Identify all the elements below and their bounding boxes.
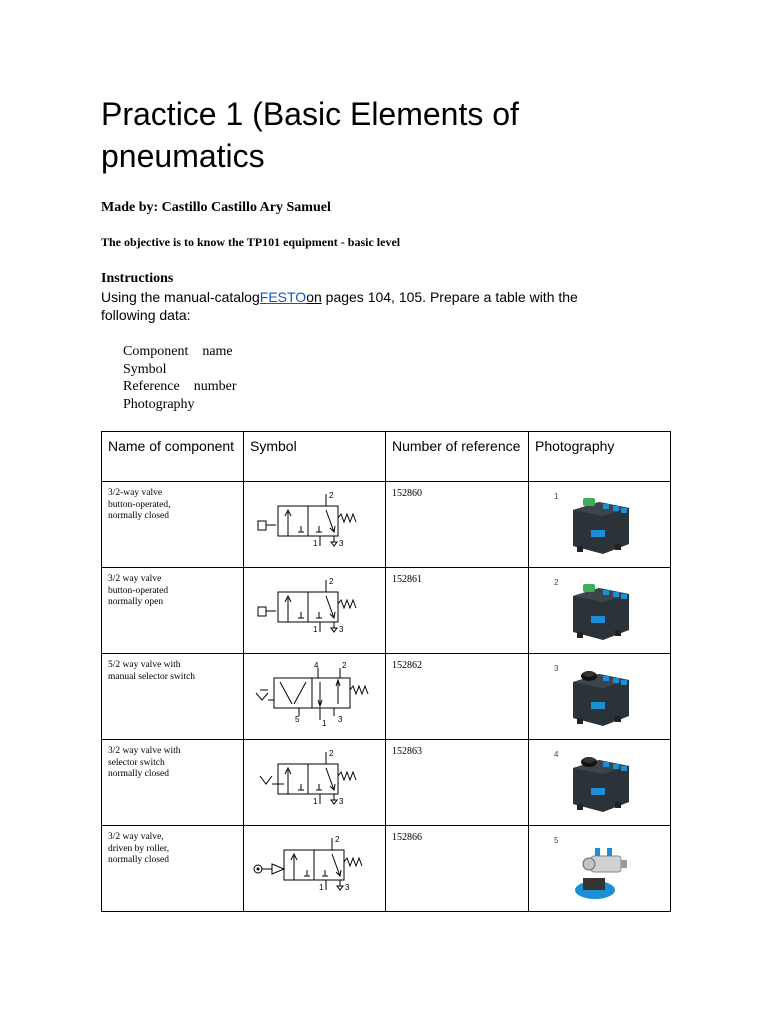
valve-symbol-icon (250, 660, 378, 728)
symbol-cell (244, 482, 386, 568)
svg-text:3: 3 (339, 797, 344, 806)
svg-text:3: 3 (345, 883, 350, 892)
svg-text:5: 5 (295, 715, 300, 724)
photo-number: 1 (554, 492, 559, 501)
header-name: Name of component (102, 432, 244, 482)
component-name: 3/2 way valve with selector switch normally closed (108, 746, 181, 779)
photo-cell (529, 654, 671, 740)
table-row (102, 740, 671, 826)
svg-text:3: 3 (339, 539, 344, 548)
valve-photo-icon (565, 838, 635, 904)
symbol-cell (244, 826, 386, 912)
component-name: 3/2 way valve button-operated normally open (108, 574, 169, 607)
svg-text:1: 1 (313, 797, 318, 806)
valve-symbol-icon (250, 488, 378, 556)
svg-text:4: 4 (314, 661, 319, 670)
svg-text:1: 1 (313, 539, 318, 548)
header-reference: Number of reference (386, 432, 529, 482)
photo-number: 3 (554, 664, 559, 673)
svg-text:3: 3 (338, 715, 343, 724)
name-cell (102, 654, 244, 740)
photo-cell (529, 482, 671, 568)
valve-photo-icon (565, 580, 635, 646)
festo-link-suffix[interactable]: on (306, 289, 322, 305)
reference-number: 152862 (392, 660, 422, 671)
reference-number: 152866 (392, 832, 422, 843)
photo-number: 2 (554, 578, 559, 587)
component-name: 3/2-way valve button-operated, normally closed (108, 488, 171, 521)
photo-cell (529, 740, 671, 826)
reference-number: 152863 (392, 746, 422, 757)
header-symbol: Symbol (244, 432, 386, 482)
reference-number: 152860 (392, 488, 422, 499)
table-row (102, 568, 671, 654)
symbol-cell (244, 568, 386, 654)
svg-text:2: 2 (335, 835, 340, 844)
photo-number: 4 (554, 750, 559, 759)
reference-cell (386, 654, 529, 740)
svg-text:2: 2 (329, 577, 334, 586)
name-cell (102, 826, 244, 912)
photo-number: 5 (554, 836, 559, 845)
list-item: Symbol (123, 361, 167, 377)
page-title: Practice 1 (Basic Elements of pneumatics (101, 96, 519, 174)
objective-line: The objective is to know the TP101 equipment - basic level (101, 235, 401, 249)
instructions-text (101, 288, 601, 324)
name-cell (102, 482, 244, 568)
photo-cell (529, 826, 671, 912)
svg-text:1: 1 (319, 883, 324, 892)
valve-photo-icon (565, 494, 635, 560)
valve-symbol-icon (250, 574, 378, 642)
name-cell (102, 740, 244, 826)
list-item: Reference number (123, 379, 237, 394)
symbol-cell (244, 654, 386, 740)
component-name: 5/2 way valve with manual selector switch (108, 660, 196, 682)
valve-photo-icon (565, 752, 635, 818)
svg-text:1: 1 (313, 625, 318, 634)
svg-text:2: 2 (329, 491, 334, 500)
reference-cell (386, 740, 529, 826)
valve-photo-icon (565, 666, 635, 732)
valve-symbol-icon (250, 746, 378, 814)
valve-symbol-icon (250, 832, 378, 900)
svg-text:2: 2 (329, 749, 334, 758)
symbol-cell (244, 740, 386, 826)
instructions-prefix: Using the manual-catalog (101, 289, 260, 305)
svg-text:1: 1 (322, 719, 327, 728)
instructions-heading: Instructions (101, 271, 174, 286)
data-items-list (123, 343, 237, 413)
header-photography: Photography (529, 432, 671, 482)
photo-cell (529, 568, 671, 654)
list-item: Photography (123, 396, 195, 412)
author-line: Made by: Castillo Castillo Ary Samuel (101, 200, 331, 215)
table-row (102, 654, 671, 740)
table-header-row (102, 432, 671, 482)
component-name: 3/2 way valve, driven by roller, normally closed (108, 832, 170, 865)
table-row (102, 482, 671, 568)
reference-cell (386, 568, 529, 654)
festo-link[interactable]: FESTO (259, 289, 307, 305)
reference-cell (386, 482, 529, 568)
name-cell (102, 568, 244, 654)
svg-text:3: 3 (339, 625, 344, 634)
reference-cell (386, 826, 529, 912)
svg-text:2: 2 (342, 661, 347, 670)
table-row (102, 826, 671, 912)
components-table (101, 431, 671, 912)
list-item: Component name (123, 344, 233, 359)
reference-number: 152861 (392, 574, 422, 585)
instructions-suffix: pages 104, 105. Prepare a table with the following data: (101, 289, 578, 323)
